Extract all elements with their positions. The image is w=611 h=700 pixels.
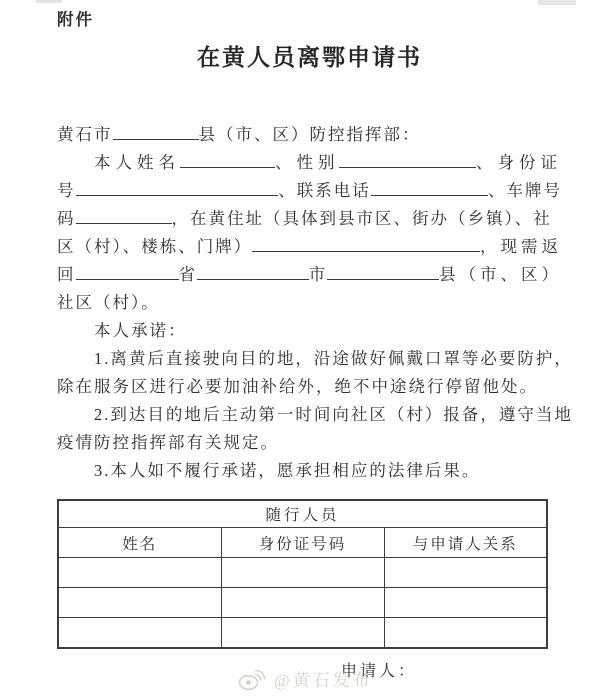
salutation-suffix: 县（市、区）防控指挥部： xyxy=(198,125,421,144)
document-body xyxy=(57,121,573,485)
header-id-number: 身份证号码 xyxy=(221,528,384,558)
page-title: 在黄人员离鄂申请书 xyxy=(197,45,422,70)
name-label: 本人姓名 xyxy=(94,153,180,172)
city-blank xyxy=(197,277,309,280)
cell-relationship xyxy=(384,558,547,588)
return-label-b: 回 xyxy=(57,265,76,284)
table-row xyxy=(58,588,547,618)
plate-blank xyxy=(76,221,172,224)
pledge-item2-line2: 疫情防控指挥部有关规定。 xyxy=(57,433,279,452)
cell-id-number xyxy=(221,588,384,618)
table-header-row xyxy=(58,528,547,558)
cell-name xyxy=(58,618,221,649)
id-phone-line xyxy=(57,177,562,205)
cell-relationship xyxy=(384,588,547,618)
cell-relationship xyxy=(384,618,547,649)
province-label: 省 xyxy=(178,265,198,284)
plate-label-a: 、车牌号 xyxy=(488,181,562,200)
pledge-item3: 3.本人如不履行承诺，愿承担相应的法律后果。 xyxy=(94,461,481,480)
table-row xyxy=(58,618,547,649)
id-number-blank xyxy=(76,193,279,196)
name-gender-line xyxy=(57,149,562,177)
county-label: 县（市、区） xyxy=(439,265,562,284)
destination-line xyxy=(57,261,562,289)
county-blank xyxy=(113,137,199,140)
cell-name xyxy=(58,558,221,588)
id-label-b: 号 xyxy=(57,181,76,200)
city-label: 市 xyxy=(308,265,328,284)
pledge-item2-line1: 2.到达目的地后主动第一时间向社区（村）报备，遵守当地 xyxy=(94,405,573,424)
salutation-line xyxy=(57,121,562,149)
community-line: 社区（村）。 xyxy=(57,293,160,312)
header-name: 姓名 xyxy=(58,528,221,558)
applicant-signature-label: 申请人： xyxy=(341,663,418,680)
watermark-source: @黄石发布 xyxy=(274,671,373,690)
address-detail-line xyxy=(57,233,562,261)
attachment-label: 附件 xyxy=(57,10,94,29)
watermark xyxy=(237,666,373,691)
province-blank xyxy=(76,277,179,280)
weibo-icon xyxy=(237,667,267,691)
phone-blank xyxy=(371,193,488,196)
id-label-a: 、身份证 xyxy=(476,153,562,172)
companions-table xyxy=(57,499,548,649)
name-blank xyxy=(180,165,275,168)
plate-label-b: 码 xyxy=(57,209,76,228)
salutation-prefix: 黄石市 xyxy=(57,125,113,144)
address-label-b: 区（村）、楼栋、门牌） xyxy=(57,237,253,256)
gender-label: 、性别 xyxy=(274,153,340,172)
county-dest-blank xyxy=(327,277,439,280)
plate-address-line xyxy=(57,205,562,233)
table-title-row xyxy=(58,500,547,528)
gender-blank xyxy=(339,165,476,168)
cell-id-number xyxy=(221,558,384,588)
address-label-a: ，在黄住址（具体到县市区、街办（乡镇）、社 xyxy=(171,209,552,228)
scan-artifact xyxy=(36,0,62,3)
table-title: 随行人员 xyxy=(58,500,547,528)
header-relationship: 与申请人关系 xyxy=(384,528,547,558)
pledge-item1-line2: 除在服务区进行必要加油补给外，绝不中途绕行停留他处。 xyxy=(57,377,538,396)
table-row xyxy=(58,558,547,588)
pledge-item1-line1: 1.离黄后直接驶向目的地，沿途做好佩戴口罩等必要防护， xyxy=(94,349,573,368)
phone-label: 、联系电话 xyxy=(278,181,371,200)
address-blank xyxy=(252,249,480,252)
cell-name xyxy=(58,588,221,618)
return-label-a: ，现需返 xyxy=(480,237,562,256)
cell-id-number xyxy=(221,618,384,649)
scan-artifact xyxy=(538,0,576,5)
pledge-heading: 本人承诺： xyxy=(94,321,187,340)
